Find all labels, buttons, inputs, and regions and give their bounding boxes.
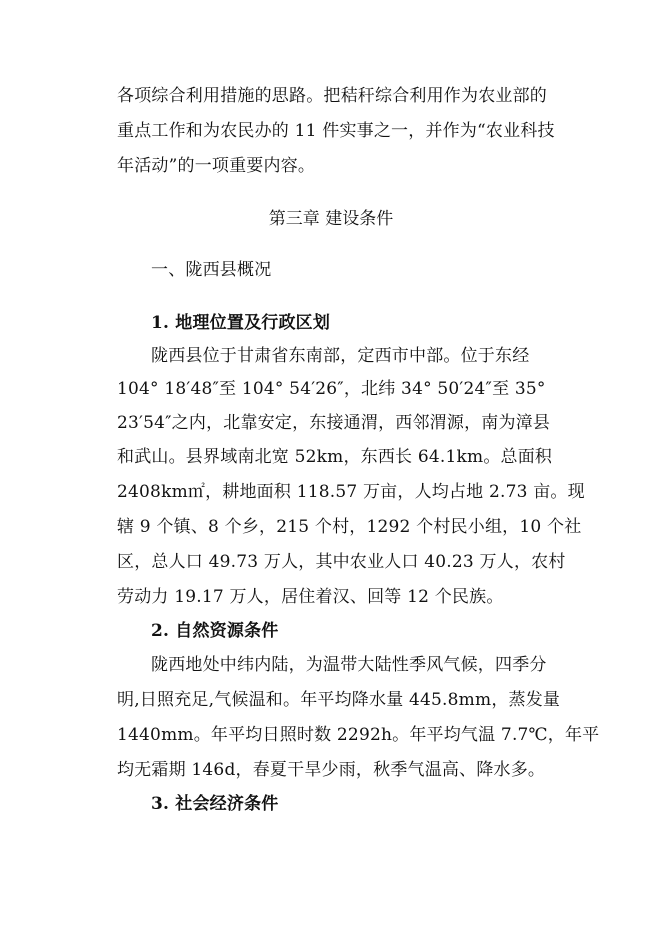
intro-line-1: 各项综合利用措施的思路。把秸秆综合利用作为农业部的 <box>117 86 547 106</box>
location-line-6: 辖 9 个镇、8 个乡，215 个村，1292 个村民小组，10 个社 <box>117 517 582 537</box>
location-line-3: 23′54″之内，北靠安定，东接通渭，西邻渭源，南为漳县 <box>117 413 551 433</box>
subsection-heading-economy: 3. 社会经济条件 <box>151 794 279 814</box>
intro-line-3: 年活动”的一项重要内容。 <box>117 156 316 176</box>
location-line-4: 和武山。县界域南北宽 52km，东西长 64.1km。总面积 <box>117 447 553 467</box>
location-line-5: 2408km㎡，耕地面积 118.57 万亩，人均占地 2.73 亩。现 <box>117 482 585 502</box>
resources-line-1: 陇西地处中纬内陆，为温带大陆性季风气候，四季分 <box>151 655 547 675</box>
location-line-2: 104° 18′48″至 104° 54′26″，北纬 34° 50′24″至 35° <box>117 379 546 399</box>
subsection-heading-resources: 2. 自然资源条件 <box>151 621 279 641</box>
chapter-title: 第三章 建设条件 <box>268 209 394 229</box>
intro-line-2: 重点工作和为农民办的 11 件实事之一，并作为“农业科技 <box>117 121 555 141</box>
resources-line-2: 明,日照充足,气候温和。年平均降水量 445.8mm，蒸发量 <box>117 690 561 710</box>
resources-line-4: 均无霜期 146d，春夏干旱少雨，秋季气温高、降水多。 <box>117 760 546 780</box>
location-line-7: 区，总人口 49.73 万人，其中农业人口 40.23 万人，农村 <box>117 552 566 572</box>
location-line-8: 劳动力 19.17 万人，居住着汉、回等 12 个民族。 <box>117 587 504 607</box>
subsection-heading-location: 1. 地理位置及行政区划 <box>151 313 331 333</box>
resources-line-3: 1440mm。年平均日照时数 2292h。年平均气温 7.7℃，年平 <box>117 725 600 745</box>
section-heading-overview: 一、陇西县概况 <box>151 260 272 280</box>
location-line-1: 陇西县位于甘肃省东南部，定西市中部。位于东经 <box>151 346 530 366</box>
